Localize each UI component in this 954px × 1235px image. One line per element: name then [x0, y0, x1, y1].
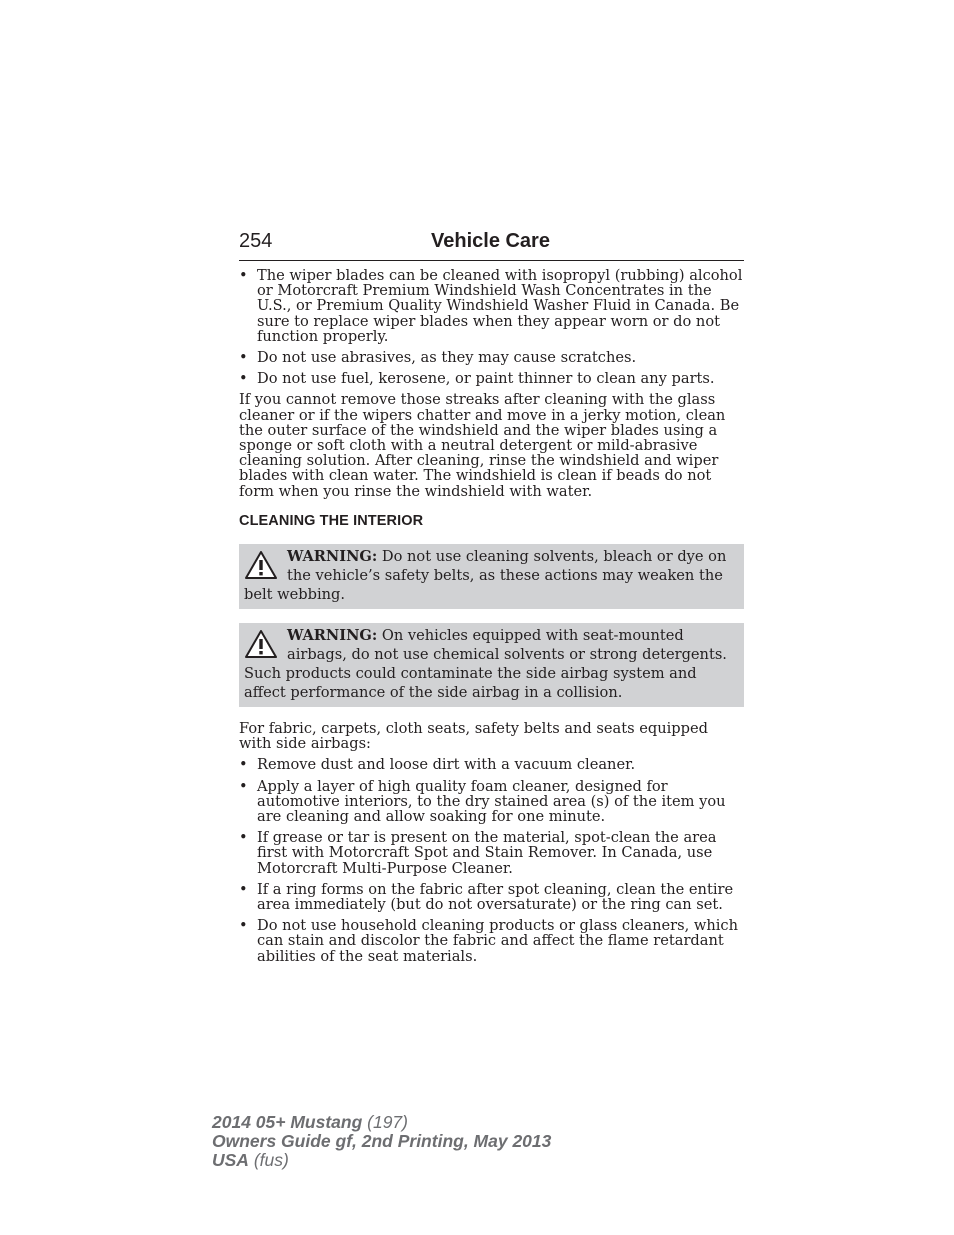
- list-item: [239, 268, 744, 344]
- warning-box-airbags: [239, 623, 744, 707]
- list-item-text: If grease or tar is present on the material, spot-clean the area first with Motorcraft Spot and Stain Remover. In Canada, use Motorcraft Multi-Purpose Cleaner.: [257, 829, 717, 877]
- footer-line: [212, 1113, 551, 1132]
- list-item: [239, 779, 744, 825]
- wiper-care-list: [239, 268, 744, 386]
- footer-code: (197): [362, 1112, 408, 1132]
- warning-triangle-icon: [244, 629, 278, 659]
- document-footer: [212, 1113, 551, 1170]
- bullet-glyph: •: [239, 829, 248, 847]
- warning-triangle-icon: [244, 550, 278, 580]
- list-item: [239, 757, 744, 772]
- warning-label: WARNING:: [287, 627, 378, 645]
- streaks-paragraph: If you cannot remove those streaks after cleaning with the glass cleaner or if the wipers chatter and move in a jerky motion, clean the outer surface of the windshield and the wiper blades using a sponge or soft cloth with a neutral detergent or mild-abrasive cleaning solution. After cleaning, rinse the windshield and wiper blades with clean water. The windshield is clean if beads do not form when you rinse the windshield with water.: [239, 391, 726, 500]
- fabric-intro: For fabric, carpets, cloth seats, safety belts and seats equipped with side airbags:: [239, 720, 708, 753]
- bullet-glyph: •: [239, 756, 248, 774]
- list-item: [239, 830, 744, 876]
- page-number: 254: [239, 230, 273, 252]
- bullet-glyph: •: [239, 880, 248, 898]
- footer-model: 2014 05+ Mustang: [212, 1112, 363, 1132]
- footer-printing: Owners Guide gf, 2nd Printing, May 2013: [212, 1131, 552, 1151]
- list-item-text: Do not use fuel, kerosene, or paint thinner to clean any parts.: [257, 370, 715, 388]
- list-item: [239, 350, 744, 365]
- footer-language: (fus): [248, 1150, 289, 1170]
- footer-line: [212, 1151, 551, 1170]
- list-item-text: Apply a layer of high quality foam cleaner, designed for automotive interiors, to the dry stained area (s) of the item you are cleaning and allow soaking for one minute.: [257, 777, 726, 826]
- warning-text: Do not use cleaning solvents, bleach or dye on the vehicle’s safety belts, as these actions may weaken the belt webbing.: [244, 548, 727, 604]
- fabric-care-list: [239, 757, 744, 963]
- warning-text: On vehicles equipped with seat-mounted airbags, do not use chemical solvents or strong detergents. Such products could contaminate the side airbag system and affect performance of the side airbag in a collision.: [244, 627, 727, 702]
- list-item-text: Remove dust and loose dirt with a vacuum cleaner.: [257, 756, 636, 774]
- page-content: [239, 268, 744, 970]
- footer-line: [212, 1132, 551, 1151]
- list-item-text: Do not use household cleaning products or glass cleaners, which can stain and discolor the fabric and affect the flame retardant abilities of the seat materials.: [257, 917, 738, 965]
- bullet-glyph: •: [239, 267, 248, 284]
- page-header: [239, 228, 744, 261]
- list-item: [239, 371, 744, 386]
- warning-label: WARNING:: [287, 548, 378, 566]
- cleaning-interior-heading: CLEANING THE INTERIOR: [239, 512, 424, 529]
- bullet-glyph: •: [239, 349, 248, 367]
- bullet-glyph: •: [239, 777, 248, 795]
- list-item: [239, 918, 744, 964]
- warning-box-safety-belts: [239, 544, 744, 609]
- section-title: Vehicle Care: [431, 230, 550, 252]
- bullet-glyph: •: [239, 370, 248, 388]
- list-item-text: If a ring forms on the fabric after spot cleaning, clean the entire area immediately (but do not oversaturate) or the ring can set.: [257, 880, 734, 914]
- footer-market: USA: [212, 1150, 249, 1170]
- list-item: [239, 882, 744, 912]
- bullet-glyph: •: [239, 917, 248, 935]
- list-item-text: Do not use abrasives, as they may cause scratches.: [257, 349, 637, 367]
- list-item-text: The wiper blades can be cleaned with isopropyl (rubbing) alcohol or Motorcraft Premium Windshield Wash Concentrates in the U.S., or Premium Quality Windshield Washer Fluid in Canada. Be sure to replace wiper blades when they appear worn or do not function properly.: [257, 267, 743, 345]
